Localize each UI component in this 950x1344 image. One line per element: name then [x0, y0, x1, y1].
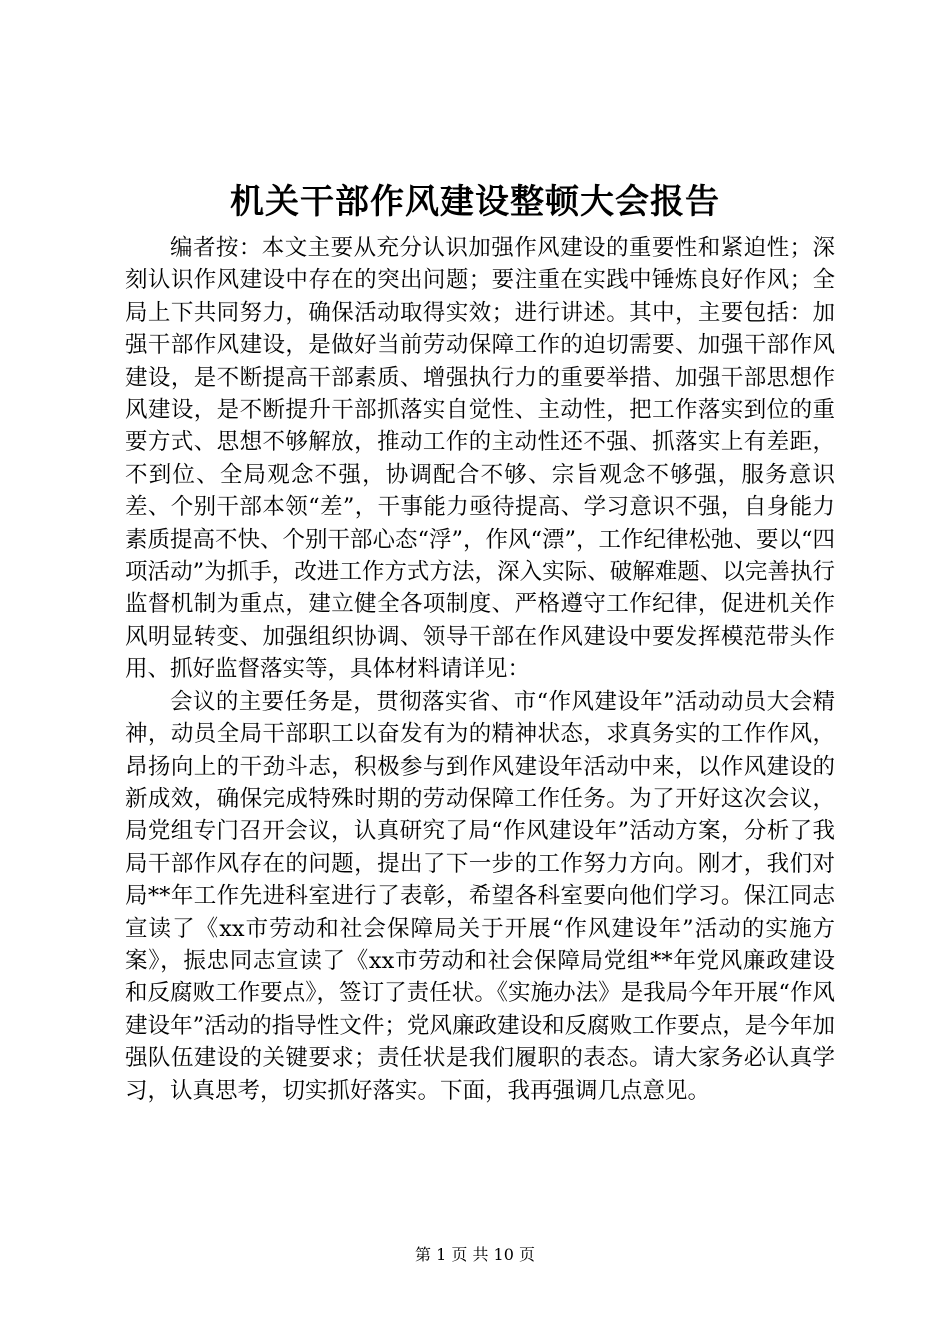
editor-note-paragraph: 编者按：本文主要从充分认识加强作风建设的重要性和紧迫性；深刻认识作风建设中存在的突出问题；要注重在实践中锤炼良好作风；全局上下共同努力，确保活动取得实效；进行讲述。其中，主要包括：加强干部作风建设，是做好当前劳动保障工作的迫切需要、加强干部作风建设，是不断提高干部素质、增强执行力的重要举措、加强干部思想作风建设，是不断提升干部抓落实自觉性、主动性，把工作落实到位的重要方式、思想不够解放，推动工作的主动性还不强、抓落实上有差距，不到位、全局观念不强，协调配合不够、宗旨观念不够强，服务意识差、个别干部本领“差”，干事能力亟待提高、学习意识不强，自身能力素质提高不快、个别干部心态“浮”，作风“漂”，工作纪律松弛、要以“四项活动”为抓手，改进工作方式方法，深入实际、破解难题、以完善执行监督机制为重点，建立健全各项制度、严格遵守工作纪律，促进机关作风明显转变、加强组织协调、领导干部在作风建设中要发挥模范带头作用、抓好监督落实等，具体材料请详见：	[125, 235, 836, 683]
page-number-footer: 第 1 页 共 10 页	[415, 1245, 535, 1264]
body-paragraph: 会议的主要任务是，贯彻落实省、市“作风建设年”活动动员大会精神，动员全局干部职工以奋发有为的精神状态，求真务实的工作作风，昂扬向上的干劲斗志，积极参与到作风建设年活动中来，以作风建设的新成效，确保完成特殊时期的劳动保障工作任务。为了开好这次会议，局党组专门召开会议，认真研究了局“作风建设年”活动方案，分析了我局干部作风存在的问题，提出了下一步的工作努力方向。刚才，我们对局**年工作先进科室进行了表彰，希望各科室要向他们学习。保江同志宣读了《xx市劳动和社会保障局关于开展“作风建设年”活动的实施方案》，振忠同志宣读了《xx市劳动和社会保障局党组**年党风廉政建设和反腐败工作要点》，签订了责任状。《实施办法》是我局今年开展“作风建设年”活动的指导性文件；党风廉政建设和反腐败工作要点，是今年加强队伍建设的关键要求；责任状是我们履职的表态。请大家务必认真学习，认真思考，切实抓好落实。下面，我再强调几点意见。	[125, 688, 835, 1104]
document-body	[125, 232, 835, 1107]
document-title: 机关干部作风建设整顿大会报告	[230, 182, 720, 222]
